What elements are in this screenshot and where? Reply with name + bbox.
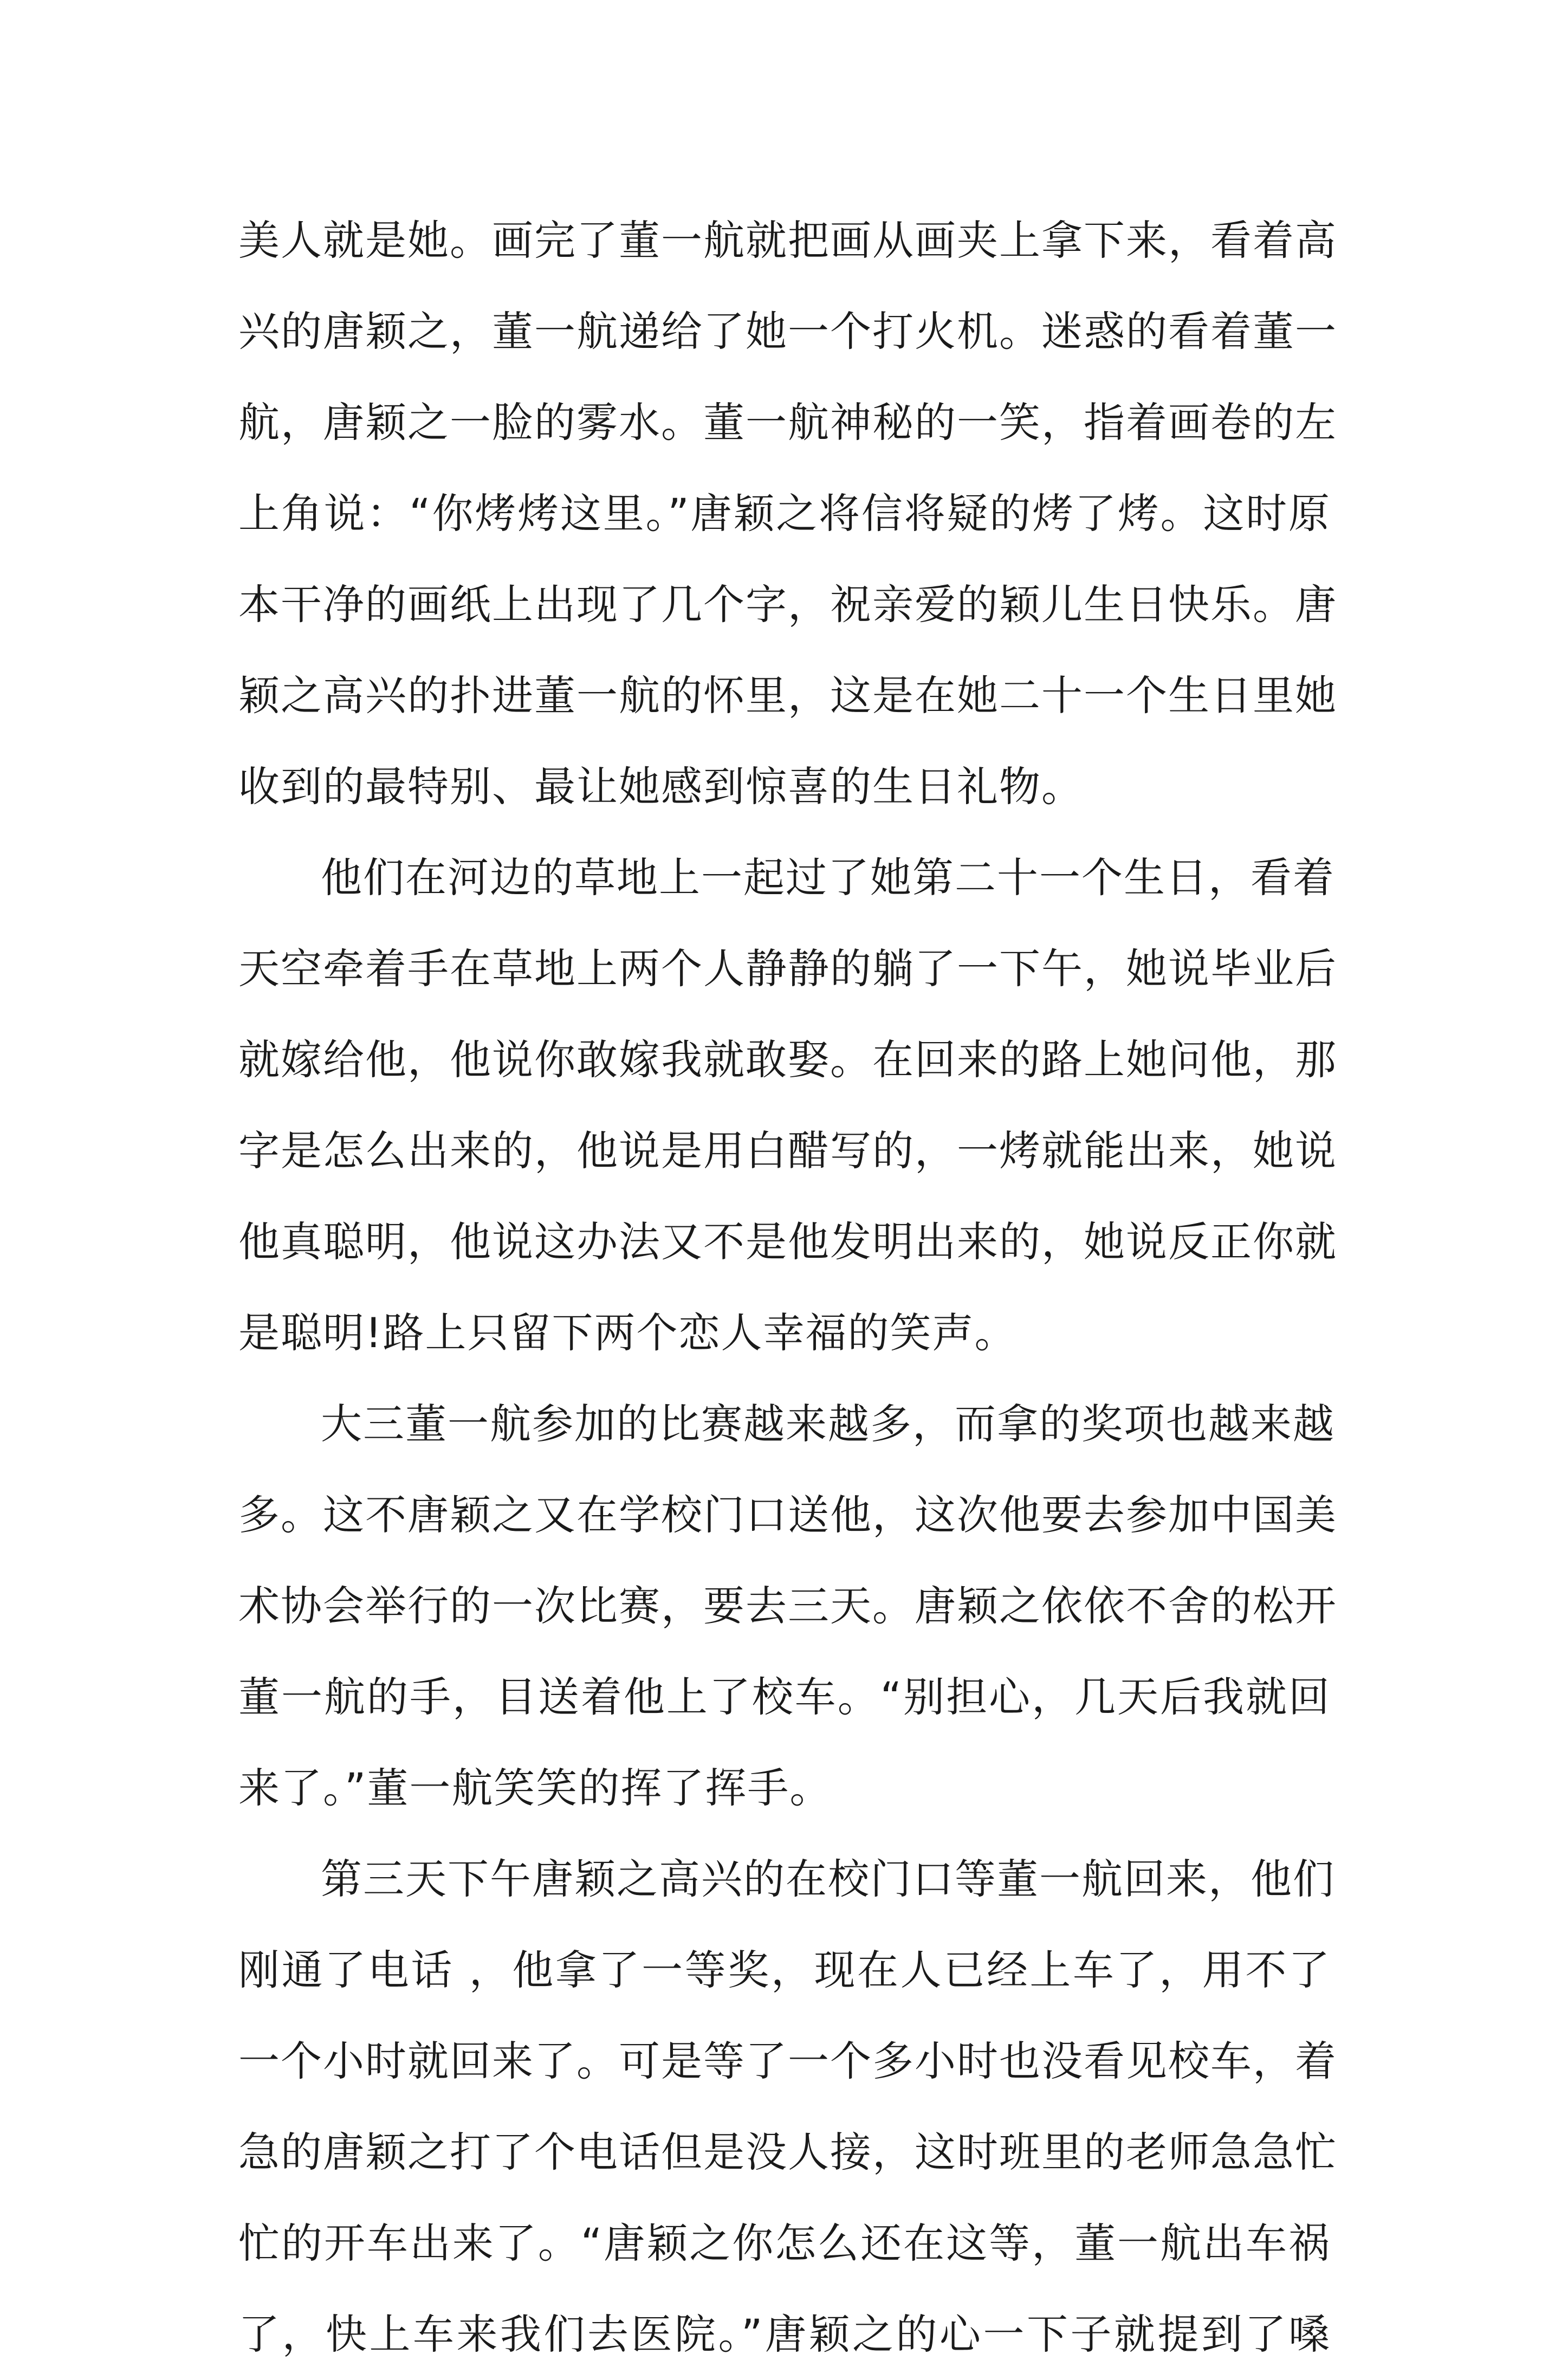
text-line: 术协会举行的一次比赛，要去三天。唐颖之依依不舍的松开 xyxy=(238,1582,1337,1630)
text-line: 急的唐颖之打了个电话但是没人接，这时班里的老师急急忙 xyxy=(238,2128,1337,2176)
text-line: 本干净的画纸上出现了几个字，祝亲爱的颖儿生日快乐。唐 xyxy=(238,580,1337,629)
text-line: 第三天下午唐颖之高兴的在校门口等董一航回来，他们 xyxy=(321,1855,1335,1903)
text-line: 颖之高兴的扑进董一航的怀里，这是在她二十一个生日里她 xyxy=(238,671,1337,720)
text-line: 了，快上车来我们去医院。”唐颖之的心一下子就提到了嗓 xyxy=(238,2310,1331,2358)
paragraph-2 xyxy=(238,832,1337,1379)
text-line: 他真聪明，他说这办法又不是他发明出来的，她说反正你就 xyxy=(238,1218,1337,1266)
text-line: 董一航的手，目送着他上了校车。“别担心，几天后我就回 xyxy=(238,1673,1331,1721)
text-line: 兴的唐颖之，董一航递给了她一个打火机。迷惑的看着董一 xyxy=(238,307,1337,355)
text-line: 天空牵着手在草地上两个人静静的躺了一下午，她说毕业后 xyxy=(238,945,1337,993)
text-line: 上角说：“你烤烤这里。”唐颖之将信将疑的烤了烤。这时原 xyxy=(238,489,1331,538)
text-line: 收到的最特别、最让她感到惊喜的生日礼物。 xyxy=(238,762,1084,811)
text-line: 大三董一航参加的比赛越来越多，而拿的奖项也越来越 xyxy=(321,1400,1335,1448)
text-line: 来了。”董一航笑笑的挥了挥手。 xyxy=(238,1764,832,1812)
text-line: 美人就是她。画完了董一航就把画从画夹上拿下来，看着高 xyxy=(238,216,1337,264)
paragraph-1 xyxy=(238,195,1337,832)
text-line: 航，唐颖之一脸的雾水。董一航神秘的一笑，指着画卷的左 xyxy=(238,398,1337,447)
paragraph-4 xyxy=(238,1834,1337,2380)
text-line: 是聪明!路上只留下两个恋人幸福的笑声。 xyxy=(238,1309,1017,1357)
body-text xyxy=(238,195,1337,2380)
paragraph-3 xyxy=(238,1379,1337,1834)
text-line: 刚通了电话 ，他拿了一等奖，现在人已经上车了，用不了 xyxy=(238,1946,1331,1994)
text-line: 一个小时就回来了。可是等了一个多小时也没看见校车，着 xyxy=(238,2037,1337,2085)
text-line: 多。这不唐颖之又在学校门口送他，这次他要去参加中国美 xyxy=(238,1491,1337,1539)
text-line: 就嫁给他，他说你敢嫁我就敢娶。在回来的路上她问他，那 xyxy=(238,1036,1337,1084)
text-line: 他们在河边的草地上一起过了她第二十一个生日，看着 xyxy=(321,853,1335,902)
text-line: 忙的开车出来了。“唐颖之你怎么还在这等，董一航出车祸 xyxy=(238,2219,1331,2267)
text-line: 字是怎么出来的，他说是用白醋写的，一烤就能出来，她说 xyxy=(238,1127,1337,1175)
